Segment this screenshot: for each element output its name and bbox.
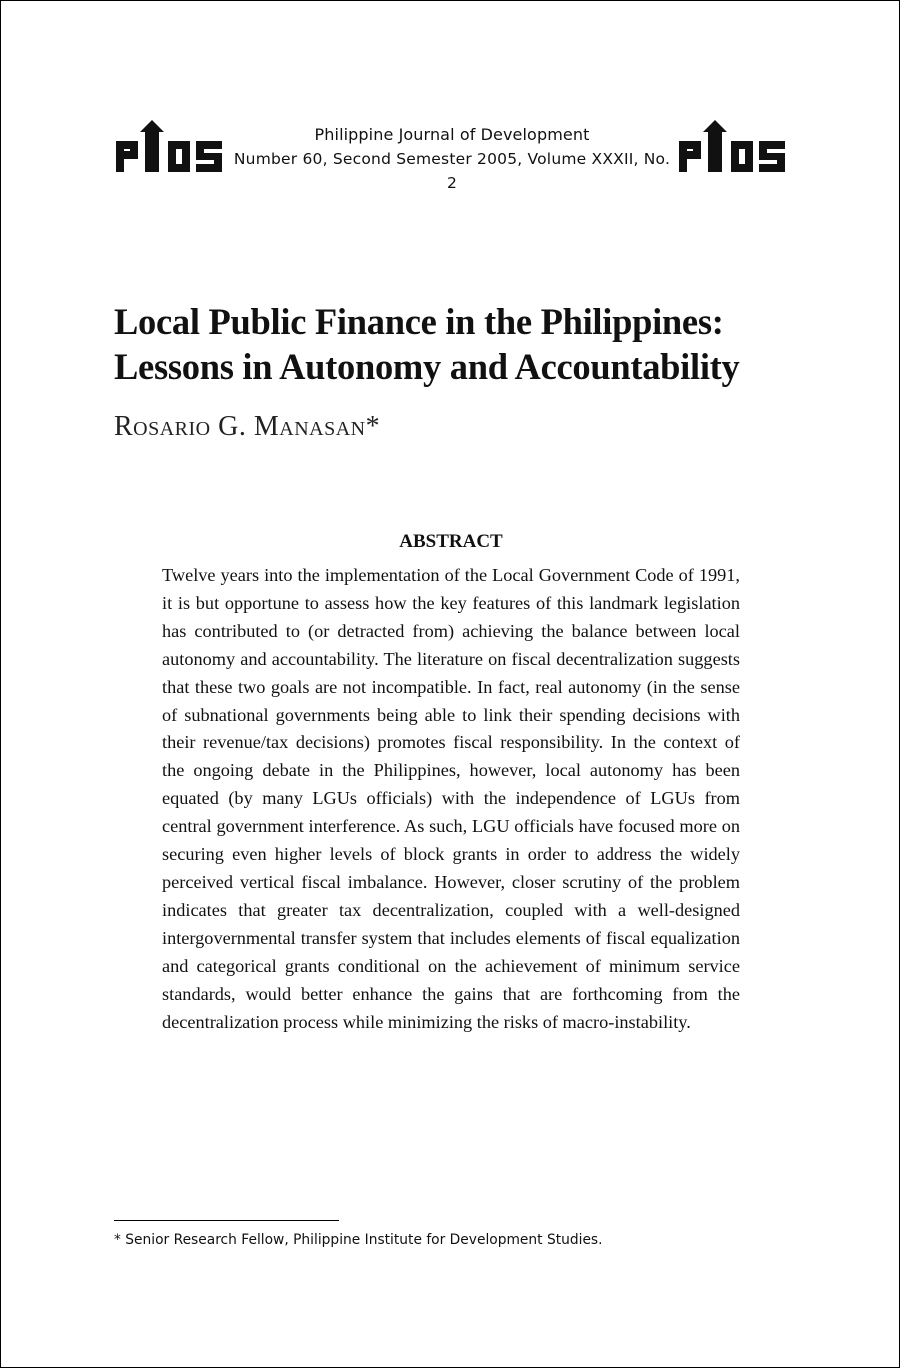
article-title-line-2: Lessons in Autonomy and Accountability: [114, 346, 740, 387]
author-footnote: * Senior Research Fellow, Philippine Institute for Development Studies.: [114, 1232, 603, 1248]
journal-name: Philippine Journal of Development: [314, 125, 590, 144]
abstract-text: Twelve years into the implementation of the Local Government Code of 1991, it is but opportune to assess how the key features of this landmark legislation has contributed to (or detracted from) achieving the balance between local autonomy and accountability. The literature on fiscal decentralization suggests that these two goals are not incompatible. In fact, real autonomy (in the sense of subnational governments being able to link their spending decisions with their revenue/tax decisions) promotes fiscal responsibility. In the context of the ongoing debate in the Philippines, however, local autonomy has been equated (by many LGUs officials) with the independence of LGUs from central government interference. As such, LGU officials have focused more on securing even higher levels of block grants in order to address the widely perceived vertical fiscal imbalance. However, closer scrutiny of the problem indicates that greater tax decentralization, coupled with a well-designed intergovernmental transfer system that includes elements of fiscal equalization and categorical grants conditional on the achievement of minimum service standards, would better enhance the gains that are forthcoming from the decentralization process while minimizing the risks of macro-instability.: [162, 565, 740, 1032]
article-title-line-1: Local Public Finance in the Philippines:: [114, 301, 724, 342]
footnote-divider: [114, 1220, 339, 1221]
journal-issue-line: Number 60, Second Semester 2005, Volume XXXII, No. 2: [233, 150, 671, 192]
pids-logo-icon: [677, 117, 789, 173]
abstract-heading: ABSTRACT: [399, 531, 503, 552]
pids-logo-icon: [114, 117, 226, 173]
article-title: [114, 299, 814, 389]
journal-header: [229, 123, 675, 195]
article-author: Rosario G. Manasan*: [114, 411, 381, 442]
